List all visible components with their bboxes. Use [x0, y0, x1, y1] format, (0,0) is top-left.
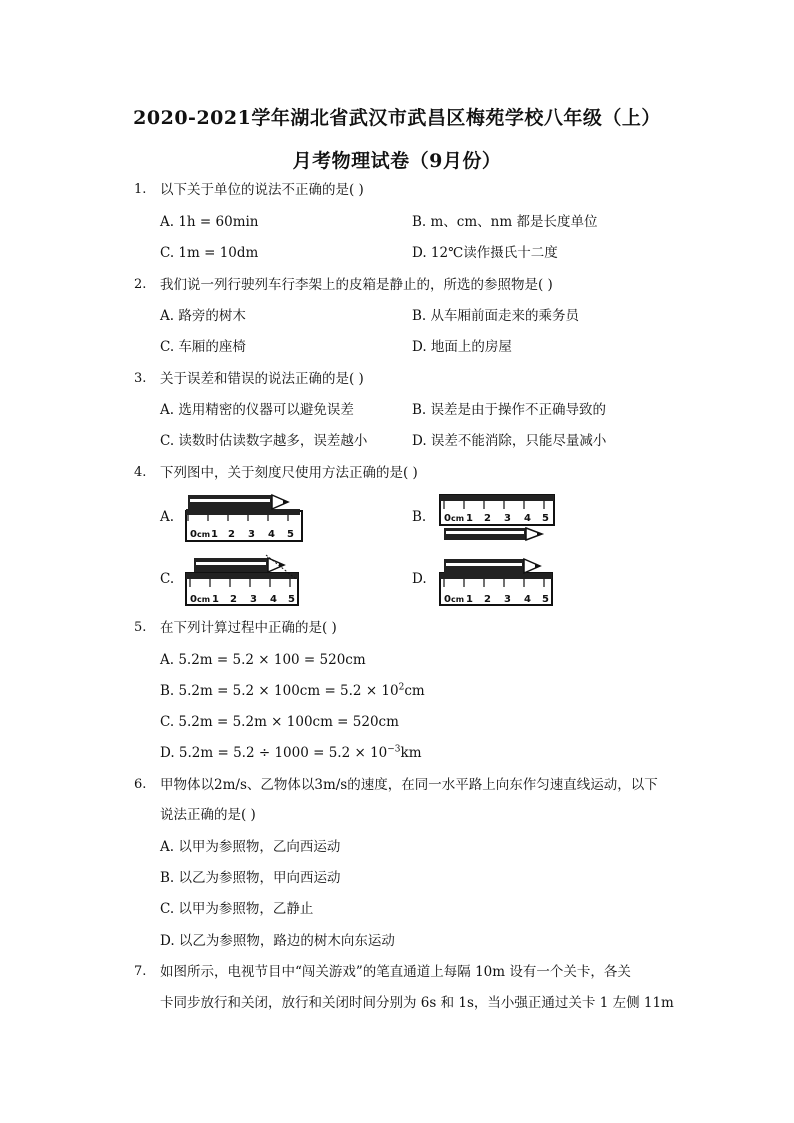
option-c: C. 1m = 10dm: [160, 245, 259, 261]
option-a: A. 以甲为参照物，乙向西运动: [160, 839, 341, 855]
option-d: D.: [412, 571, 427, 587]
page-title-line2: 月考物理试卷（9月份）: [292, 150, 502, 172]
ruler-figure-a: [184, 493, 304, 543]
ruler-tick-label: 2: [484, 513, 491, 524]
ruler-tick-label: 0: [190, 594, 197, 605]
option-b: B.: [412, 509, 427, 525]
ruler-unit-label: cm: [197, 530, 211, 539]
option-d: D. 12℃读作摄氏十二度: [412, 245, 558, 261]
question-stem-continued: 卡同步放行和关闭，放行和关闭时间分别为 6s 和 1s，当小强正通过关卡 1 左侧 11m: [160, 995, 674, 1011]
option-b: B. 误差是由于操作不正确导致的: [412, 402, 607, 418]
option-b: B. m、cm、nm 都是长度单位: [412, 214, 598, 230]
option-d: D. 以乙为参照物，路边的树木向东运动: [160, 933, 395, 949]
ruler-tick-label: 2: [228, 529, 235, 540]
question-number: 4.: [134, 465, 147, 480]
ruler-tick-label: 0: [190, 529, 197, 540]
question-number: 7.: [134, 964, 147, 979]
option-a: A. 5.2m = 5.2 × 100 = 520cm: [160, 652, 366, 668]
ruler-figure-b: [438, 493, 558, 543]
option-d: D. 误差不能消除，只能尽量减小: [412, 433, 607, 449]
page-title-line1: 2020-2021学年湖北省武汉市武昌区梅苑学校八年级（上）: [133, 107, 661, 129]
ruler-tick-label: 2: [230, 594, 237, 605]
question-number: 2.: [134, 277, 147, 292]
option-a: A. 路旁的树木: [160, 308, 246, 324]
ruler-unit-label: cm: [451, 514, 465, 523]
ruler-tick-label: 3: [504, 594, 511, 605]
ruler-tick-label: 0: [444, 513, 451, 524]
option-a: A. 选用精密的仪器可以避免误差: [160, 402, 354, 418]
ruler-tick-label: 2: [484, 594, 491, 605]
question-stem: 以下关于单位的说法不正确的是( ): [160, 182, 364, 198]
ruler-tick-label: 3: [248, 529, 255, 540]
ruler-tick-label: 1: [211, 529, 218, 540]
ruler-tick-label: 1: [466, 594, 473, 605]
question-number: 3.: [134, 371, 147, 386]
ruler-tick-label: 3: [250, 594, 257, 605]
ruler-tick-label: 4: [524, 594, 531, 605]
option-c: C.: [160, 571, 175, 587]
option-b: B. 以乙为参照物，甲向西运动: [160, 870, 341, 886]
option-b: B. 从车厢前面走来的乘务员: [412, 308, 580, 324]
ruler-tick-label: 5: [287, 529, 294, 540]
question-stem: 在下列计算过程中正确的是( ): [160, 620, 337, 636]
option-d: D. $5.2m = 5.2 \div 1000 = 5.2 \times 10^{-3}km$: [160, 744, 422, 761]
ruler-tick-label: 1: [212, 594, 219, 605]
ruler-tick-label: 0: [444, 594, 451, 605]
option-b: B. $5.2m = 5.2 \times 100cm = 5.2 \times 10^2cm$: [160, 682, 425, 699]
question-number: 5.: [134, 620, 147, 635]
option-c: C. 以甲为参照物，乙静止: [160, 901, 314, 917]
question-number: 1.: [134, 182, 147, 197]
ruler-figure-c: [184, 553, 304, 608]
option-d: D. 地面上的房屋: [412, 339, 512, 355]
ruler-tick-label: 4: [524, 513, 531, 524]
option-c: C. 读数时估读数字越多，误差越小: [160, 433, 368, 449]
ruler-unit-label: cm: [197, 595, 211, 604]
option-c: C. 5.2m = 5.2m × 100cm = 520cm: [160, 714, 399, 730]
question-stem: 关于误差和错误的说法正确的是( ): [160, 371, 364, 387]
ruler-tick-label: 5: [288, 594, 295, 605]
ruler-unit-label: cm: [451, 595, 465, 604]
question-stem-continued: 说法正确的是( ): [160, 807, 256, 823]
option-a: A. 1h = 60min: [160, 214, 259, 230]
ruler-tick-label: 4: [268, 529, 275, 540]
question-stem: 下列图中，关于刻度尺使用方法正确的是( ): [160, 465, 418, 481]
ruler-tick-label: 5: [542, 513, 549, 524]
ruler-figure-d: [438, 553, 558, 608]
ruler-tick-label: 5: [542, 594, 549, 605]
ruler-tick-label: 4: [270, 594, 277, 605]
question-stem: 我们说一列行驶列车行李架上的皮箱是静止的，所选的参照物是( ): [160, 277, 553, 293]
option-c: C. 车厢的座椅: [160, 339, 246, 355]
option-a: A.: [160, 509, 175, 525]
ruler-tick-label: 1: [466, 513, 473, 524]
question-stem: 甲物体以2m/s、乙物体以3m/s的速度，在同一水平路上向东作匀速直线运动，以下: [160, 777, 658, 793]
ruler-tick-label: 3: [504, 513, 511, 524]
question-stem: 如图所示，电视节目中“闯关游戏”的笔直通道上每隔 10m 设有一个关卡，各关: [160, 964, 631, 980]
question-number: 6.: [134, 777, 147, 792]
